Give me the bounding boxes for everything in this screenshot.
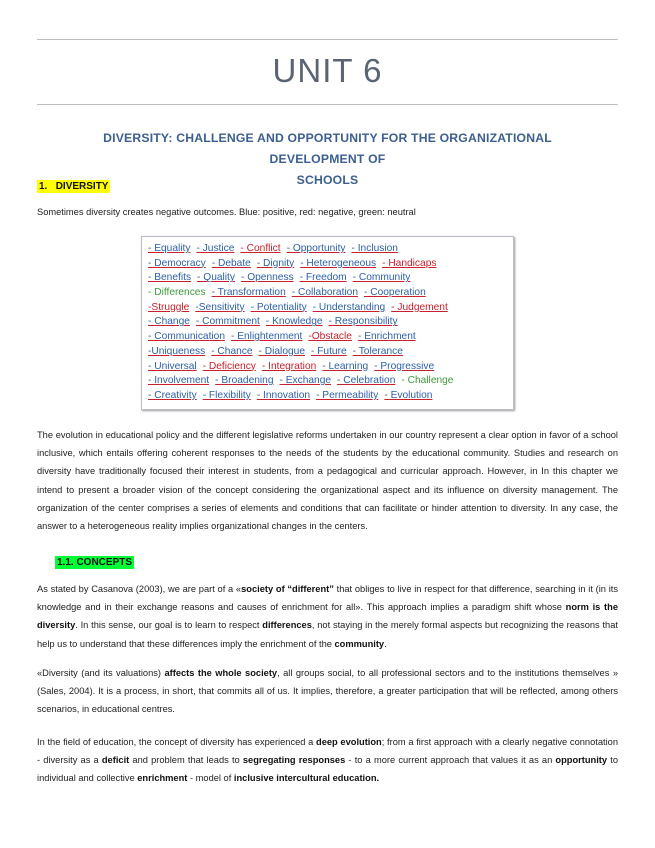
section-label: DIVERSITY: [55, 181, 109, 192]
text-run: that obliges to live in respect for that difference, searching in it (in its knowledge and in their exchange reasons and causes of enrichment for all». This approach implies a paradigm shift whose: [37, 584, 618, 613]
word-blue: -Sensitivity: [195, 301, 245, 313]
word-row: [148, 271, 513, 286]
word-blue: - Quality: [197, 272, 235, 284]
word-blue: - Tolerance: [352, 345, 403, 357]
emphasis: norm is the diversity: [37, 602, 618, 631]
word-blue: - Potentiality: [250, 301, 307, 313]
diversity-word-cloud: [141, 236, 514, 410]
word-red: -Obstacle: [308, 331, 352, 343]
word-blue: - Understanding: [312, 301, 386, 313]
subtitle-line2: SCHOOLS: [296, 173, 359, 187]
text-run: ; from a first approach with a clearly negative connotation - diversity as a: [37, 737, 618, 766]
word-green: - Challenge: [401, 375, 454, 387]
emphasis: deficit: [101, 755, 130, 766]
word-blue: - Debate: [211, 257, 251, 269]
unit-title: UNIT 6: [272, 52, 383, 89]
emphasis: opportunity: [555, 755, 608, 766]
emphasis: affects the whole society: [164, 668, 278, 678]
word-red: - Deficiency: [202, 360, 256, 372]
word-green: - Differences: [148, 287, 206, 299]
word-blue: - Freedom: [299, 272, 347, 284]
text-run: , all groups social, to all professional sectors and to the institutions themselves » (Sales, 2004). It is a process, in short, that commits all of us. It implies, therefore, a greater participation that will be reflected, among others scenarios, in educational centres.: [37, 668, 618, 715]
word-blue: - Community: [352, 272, 411, 284]
word-blue: -Uniqueness: [148, 345, 206, 357]
word-blue: - Heterogeneous: [300, 257, 377, 269]
word-blue: - Inclusion: [351, 243, 398, 254]
word-blue: - Democracy: [148, 257, 206, 269]
word-blue: - Cooperation: [364, 287, 426, 299]
emphasis: differences: [262, 620, 312, 631]
section-number: 1.: [39, 181, 48, 192]
emphasis: enrichment: [137, 773, 188, 784]
word-blue: - Flexibility: [202, 389, 251, 401]
word-blue: - Benefits: [148, 272, 192, 284]
text-run: «Diversity (and its valuations): [37, 668, 165, 678]
text-run: As stated by Casanova (2003), we are part of a «: [37, 584, 242, 594]
word-blue: - Creativity: [148, 389, 197, 401]
text-run: - model of: [187, 773, 234, 784]
word-row: [148, 374, 513, 389]
text-run: , not staying in the merely formal aspects but recognizing the reasons that help us to understand that these differences imply the enrichment of the: [37, 620, 618, 649]
word-blue: - Openness: [240, 272, 294, 284]
emphasis: segregating responses: [242, 755, 346, 766]
word-row: [148, 257, 513, 272]
word-row: [148, 345, 513, 360]
word-blue: - Equality: [148, 243, 191, 254]
emphasis: inclusive intercultural education.: [233, 773, 380, 784]
text-run: and problem that leads to: [129, 755, 243, 766]
word-blue: - Transformation: [211, 287, 286, 299]
text-run: - to a more current approach that values it as an: [345, 755, 556, 766]
word-row: [148, 315, 513, 330]
paragraph-casanova: [37, 580, 618, 653]
word-blue: - Dignity: [256, 257, 295, 269]
word-blue: - Opportunity: [286, 243, 346, 254]
word-red: - Handicaps: [382, 257, 437, 269]
paragraph-sales: [37, 664, 618, 719]
text-run: . In this sense, our goal is to learn to respect: [75, 620, 263, 631]
text-run: to individual and collective: [37, 755, 618, 784]
word-blue: - Knowledge: [265, 316, 323, 328]
word-blue: - Enrichment: [357, 331, 416, 343]
word-blue: - Learning: [322, 360, 369, 372]
word-blue: - Progressive: [374, 360, 435, 372]
paragraph-evolution: [37, 733, 618, 788]
word-row: [148, 360, 513, 375]
subtitle-line1: DIVERSITY: CHALLENGE AND OPPORTUNITY FOR THE ORGANIZATIONAL DEVELOPMENT OF: [103, 131, 552, 166]
section-heading-diversity: [37, 181, 110, 192]
word-blue: - Evolution: [384, 389, 433, 401]
word-blue: - Future: [310, 345, 347, 357]
word-blue: - Exchange: [279, 375, 332, 387]
section-heading-highlight: [37, 180, 110, 193]
word-blue: - Celebration: [337, 375, 396, 387]
word-row: [148, 286, 513, 301]
word-red: - Conflict: [240, 243, 281, 254]
concepts-label: 1.1. CONCEPTS: [57, 557, 133, 568]
word-blue: - Innovation: [256, 389, 311, 401]
word-blue: - Broadening: [215, 375, 274, 387]
word-blue: - Justice: [196, 243, 235, 254]
word-red: - Judgement: [391, 301, 448, 313]
word-blue: - Commitment: [195, 316, 260, 328]
emphasis: society of “different”: [241, 584, 334, 594]
word-blue: - Responsibility: [328, 316, 398, 328]
paragraph-intro: The evolution in educational policy and the different legislative reforms undertaken in our country represent a clear option in favor of a school inclusive, which entails offering coherent responses to the needs of the students by the educational community. Studies and research on diversity have traditionally focused their interest in students, from a pedagogical and curricular approach. However, in In this chapter we intend to present a broader vision of the concept considering the organizational aspect and its influence on diversity management. The organization of the center comprises a series of elements and conditions that can facilitate or hinder attention to diversity. In any case, the answer to a heterogeneous reality implies organizational changes in the centers.: [37, 430, 618, 532]
top-rule: [37, 39, 618, 40]
color-legend-caption: Sometimes diversity creates negative outcomes. Blue: positive, red: negative, green: neutral: [37, 207, 416, 217]
word-blue: - Chance: [211, 345, 253, 357]
word-row: [148, 242, 513, 257]
word-blue: - Permeability: [316, 389, 379, 401]
emphasis: community: [334, 638, 385, 649]
word-blue: - Change: [148, 316, 190, 328]
word-blue: - Dialogue: [258, 345, 305, 357]
word-blue: - Collaboration: [291, 287, 359, 299]
title-rule: [37, 104, 618, 105]
text-run: In the field of education, the concept of diversity has experienced a: [37, 737, 317, 747]
text-run: .: [384, 638, 387, 649]
word-row: [148, 301, 513, 316]
word-blue: - Communication: [148, 331, 225, 343]
word-blue: - Enlightenment: [231, 331, 303, 343]
word-blue: - Involvement: [148, 375, 210, 387]
word-row: [148, 389, 513, 404]
word-red: -Struggle: [148, 301, 190, 313]
word-row: [148, 330, 513, 345]
emphasis: deep evolution: [316, 737, 382, 747]
word-blue: - Universal: [148, 360, 197, 372]
section-heading-concepts: [55, 557, 134, 568]
word-red: - Integration: [261, 360, 317, 372]
document-subtitle: [60, 128, 595, 191]
